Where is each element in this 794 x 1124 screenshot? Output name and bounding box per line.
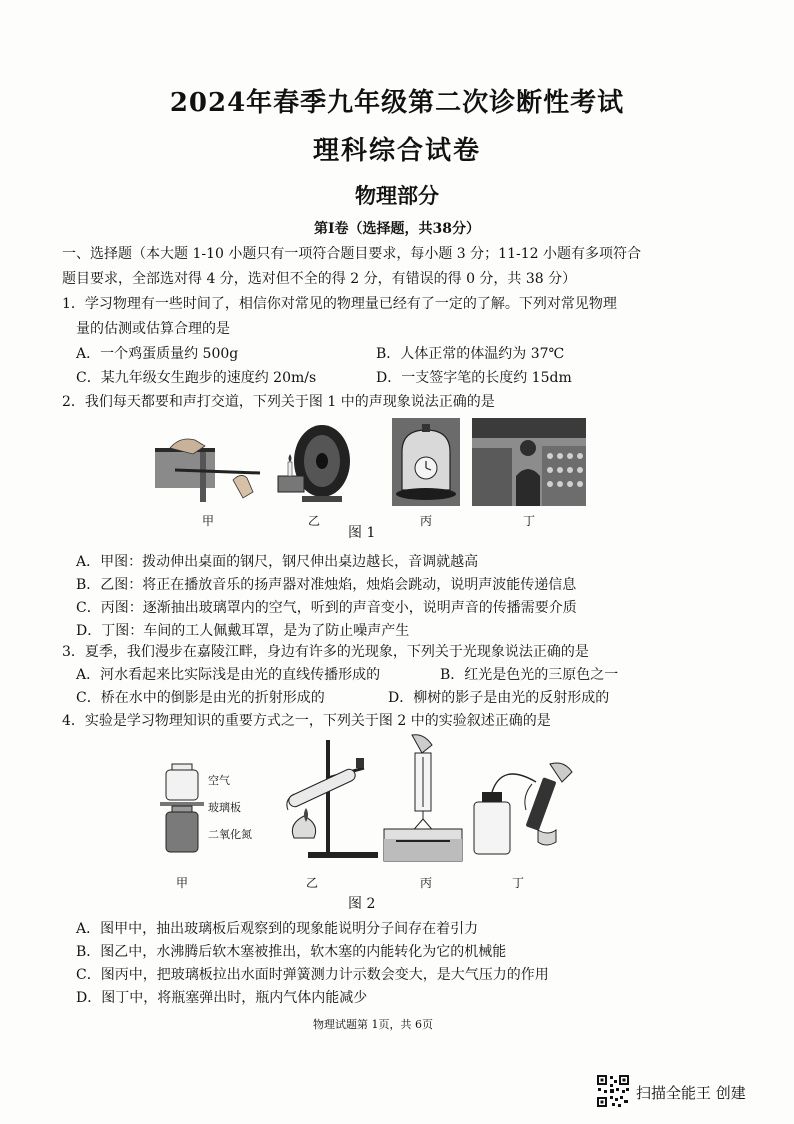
scanner-watermark: 扫描全能王 创建 (636, 1084, 746, 1102)
q2-option-c: C．丙图：逐渐抽出玻璃罩内的空气，听到的声音变小，说明声音的传播需要介质 (76, 600, 577, 616)
figure2-annotation-glass-plate: 玻璃板 (208, 801, 241, 814)
figure2-annotation-air: 空气 (208, 774, 230, 787)
figure2-annotation-no2: 二氧化氮 (208, 828, 252, 841)
figure1-caption: 图 1 (348, 525, 376, 541)
figure1-label-bing: 丙 (419, 514, 432, 528)
figure1-yi-speaker (272, 416, 354, 506)
figure2-ding-bottle-pump (470, 758, 582, 858)
q2-option-d: D．丁图：车间的工人佩戴耳罩，是为了防止噪声产生 (76, 623, 410, 639)
q4-option-a: A．图甲中，抽出玻璃板后观察到的现象能说明分子间存在着引力 (76, 921, 479, 937)
figure2-jia-gas-bottles (160, 762, 204, 856)
volume-heading: 第Ⅰ卷（选择题，共38分） (313, 221, 481, 237)
figure2-bing-spring-scale (382, 733, 464, 863)
q3-option-c: C．桥在水中的倒影是由光的折射形成的 (76, 690, 325, 706)
figure2-label-yi: 乙 (305, 876, 318, 890)
exam-title: 2024年春季九年级第二次诊断性考试 (169, 88, 625, 118)
qr-code-icon (596, 1074, 630, 1108)
q2-option-b: B．乙图：将正在播放音乐的扬声器对准烛焰，烛焰会跳动，说明声波能传递信息 (76, 577, 577, 593)
figure2-label-ding: 丁 (511, 876, 524, 890)
section-title: 物理部分 (355, 183, 439, 208)
figure2-yi-test-tube (278, 738, 382, 860)
q4-option-b: B．图乙中，水沸腾后软木塞被推出，软木塞的内能转化为它的机械能 (76, 944, 507, 960)
q1-option-b: B．人体正常的体温约为 37℃ (376, 346, 565, 362)
figure2-label-bing: 丙 (419, 876, 432, 890)
page-number: 物理试题第 1页，共 6页 (313, 1018, 433, 1031)
q3-option-b: B．红光是色光的三原色之一 (440, 667, 619, 683)
figure1-label-jia: 甲 (201, 514, 214, 528)
q3-option-a: A．河水看起来比实际浅是由光的直线传播形成的 (76, 667, 381, 683)
instructions-line1: 一、选择题（本大题 1-10 小题只有一项符合题目要求，每小题 3 分；11-12 小题有多项符合 (62, 246, 641, 262)
q4-option-d: D．图丁中，将瓶塞弹出时，瓶内气体内能减少 (76, 990, 368, 1006)
q3-option-d: D．柳树的影子是由光的反射形成的 (388, 690, 610, 706)
instructions-line2: 题目要求，全部选对得 4 分，选对但不全的得 2 分，有错误的得 0 分，共 38 分） (62, 271, 577, 287)
figure2-caption: 图 2 (348, 896, 376, 912)
q4-stem: 4．实验是学习物理知识的重要方式之一，下列关于图 2 中的实验叙述正确的是 (62, 713, 551, 729)
figure2-label-jia: 甲 (175, 876, 188, 890)
q3-stem: 3．夏季，我们漫步在嘉陵江畔，身边有许多的光现象，下列关于光现象说法正确的是 (62, 644, 589, 660)
q1-option-c: C．某九年级女生跑步的速度约 20m/s (76, 370, 317, 386)
q2-option-a: A．甲图：拨动伸出桌面的钢尺，钢尺伸出桌边越长，音调就越高 (76, 554, 479, 570)
figure1-bing-bell-jar (392, 418, 460, 506)
q1-stem-line2: 量的估测或估算合理的是 (76, 321, 230, 337)
q1-option-a: A．一个鸡蛋质量约 500g (76, 346, 239, 362)
q1-stem-line1: 1．学习物理有一些时间了，相信你对常见的物理量已经有了一定的了解。下列对常见物理 (62, 296, 617, 312)
q1-option-d: D．一支签字笔的长度约 15dm (376, 370, 572, 386)
figure1-jia-ruler (155, 418, 265, 506)
figure1-label-yi: 乙 (307, 514, 320, 528)
exam-subtitle: 理科综合试卷 (312, 136, 481, 166)
figure1-ding-workshop (472, 418, 586, 506)
q4-option-c: C．图丙中，把玻璃板拉出水面时弹簧测力计示数会变大，是大气压力的作用 (76, 967, 549, 983)
q2-stem: 2．我们每天都要和声打交道，下列关于图 1 中的声现象说法正确的是 (62, 394, 495, 410)
figure1-label-ding: 丁 (522, 514, 535, 528)
